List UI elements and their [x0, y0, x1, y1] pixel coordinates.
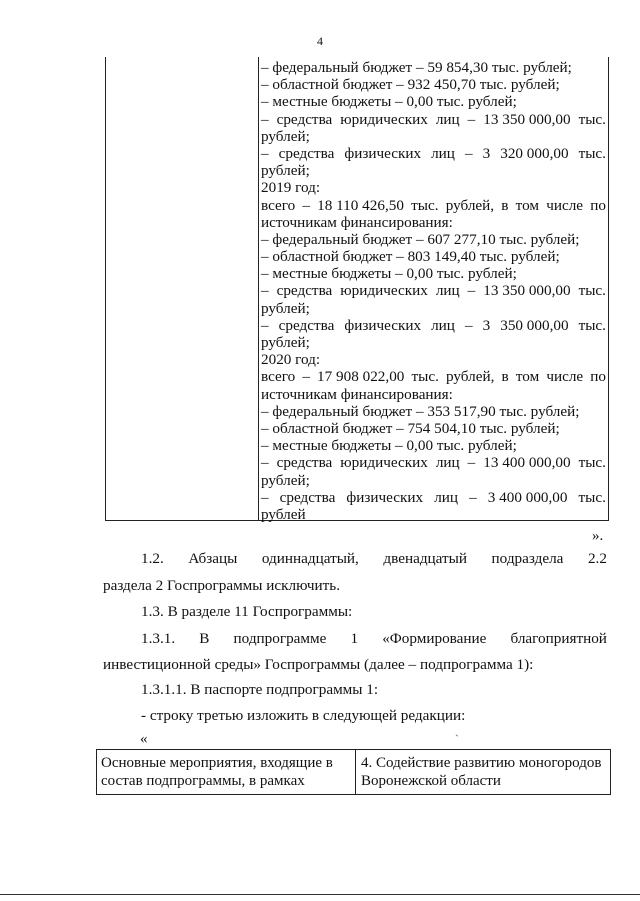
financing-line-word: лиц	[435, 282, 460, 300]
instruction-line: - строку третью изложить в следующей редакции:	[141, 707, 466, 724]
financing-line-word: 350 000,00	[500, 316, 569, 334]
paragraph-1-2-line-2: раздела 2 Госпрограммы исключить.	[103, 577, 341, 594]
financing-line	[261, 317, 606, 334]
financing-line-word: –	[261, 488, 269, 506]
financing-line: – федеральный бюджет – 59 854,30 тыс. рублей;	[261, 59, 572, 76]
financing-line-word: тыс.	[411, 368, 439, 386]
financing-line-word: тыс.	[411, 196, 439, 214]
financing-line-word: –	[469, 488, 477, 506]
bottom-rule	[0, 894, 640, 895]
financing-line-word: тыс.	[578, 282, 606, 300]
financing-line-word: тыс.	[578, 110, 606, 128]
financing-line	[261, 111, 606, 128]
financing-line-word: тыс.	[578, 316, 606, 334]
financing-line-word: 13 350 000,00	[483, 282, 571, 300]
financing-line: – областной бюджет – 932 450,70 тыс. рублей;	[261, 76, 560, 94]
right-cell-line-2: Воронежской области	[361, 773, 501, 789]
financing-line-word: –	[302, 196, 310, 214]
financing-line: – областной бюджет – 754 504,10 тыс. рублей;	[261, 419, 560, 437]
financing-line-word: –	[467, 454, 476, 472]
financing-table-left-cell	[106, 57, 259, 520]
financing-line-word: рублей,	[445, 196, 495, 214]
financing-line: – местные бюджеты – 0,00 тыс. рублей;	[261, 93, 517, 111]
financing-line-word: средства	[279, 488, 336, 506]
left-cell-line-1: Основные мероприятия, входящие в	[101, 755, 333, 771]
financing-line-word: 17 908 022,00	[317, 368, 405, 386]
financing-line-word: средства	[276, 282, 333, 300]
financing-line-word: 13 350 000,00	[483, 110, 571, 128]
financing-line: – местные бюджеты – 0,00 тыс. рублей;	[261, 437, 517, 455]
financing-line-word: тыс.	[578, 488, 606, 506]
paragraph-word: 2.2	[587, 550, 607, 567]
financing-line-word: 3	[482, 316, 491, 334]
financing-line-word: тыс.	[578, 454, 606, 472]
financing-line-word: средства	[278, 316, 335, 334]
paragraph-1-3-1-1: 1.3.1.1. В паспорте подпрограммы 1:	[141, 681, 379, 698]
financing-line-word: рублей,	[446, 368, 495, 386]
financing-line-word: в	[501, 196, 509, 214]
financing-line-word: всего	[261, 196, 296, 214]
financing-line-word: лиц	[434, 488, 459, 506]
financing-line-word: физических	[344, 316, 422, 334]
financing-line-word: –	[464, 316, 473, 334]
financing-line-word: всего	[261, 368, 296, 386]
financing-line-word: том	[515, 368, 540, 386]
financing-line: 2020 год:	[261, 351, 321, 369]
financing-line: – федеральный бюджет – 607 277,10 тыс. рублей;	[261, 230, 580, 248]
financing-table-right-cell	[261, 59, 606, 523]
financing-line: – федеральный бюджет – 353 517,90 тыс. рублей;	[261, 402, 580, 420]
financing-line-word: тыс.	[578, 144, 606, 162]
financing-line-word: –	[467, 110, 476, 128]
financing-line: рублей;	[261, 334, 310, 351]
financing-line: – местные бюджеты – 0,00 тыс. рублей;	[261, 265, 517, 283]
financing-line	[261, 282, 606, 299]
financing-line	[261, 489, 606, 506]
financing-line-word: том	[515, 196, 539, 214]
financing-line-word: 18 110 426,50	[317, 196, 404, 214]
financing-table	[105, 57, 609, 521]
paragraph-word: благоприятной	[510, 630, 607, 647]
financing-line-word: числе	[546, 196, 584, 214]
financing-line-word: средства	[276, 454, 333, 472]
financing-line-word: по	[590, 368, 606, 386]
financing-line: рублей;	[261, 471, 310, 489]
paragraph-word: одиннадцатый,	[261, 550, 359, 567]
tick-mark: `	[455, 732, 459, 746]
left-cell-line-2: состав подпрограммы, в рамках	[101, 773, 305, 789]
financing-line-word: физических	[346, 488, 424, 506]
financing-line: рублей;	[261, 162, 310, 180]
closing-quote: ».	[592, 528, 604, 544]
financing-line: рублей;	[261, 299, 310, 317]
paragraph-1-3-1-line-1	[141, 630, 607, 648]
subprogram-table	[96, 749, 611, 795]
paragraph-word: двенадцатый	[383, 550, 467, 567]
financing-line-word: юридических	[340, 110, 428, 128]
financing-line-word: средства	[276, 110, 333, 128]
financing-line-word: числе	[546, 368, 584, 386]
paragraph-word: 1	[350, 630, 359, 647]
financing-line-word: 320 000,00	[500, 144, 569, 162]
financing-line: 2019 год:	[261, 179, 321, 197]
financing-line-word: –	[302, 368, 310, 386]
paragraph-1-3-1-line-2: инвестиционной среды» Госпрограммы (далее – подпрограмма 1):	[103, 656, 534, 673]
column-divider	[355, 750, 356, 794]
financing-line: источникам финансирования:	[261, 213, 453, 231]
financing-line-word: юридических	[340, 454, 428, 472]
financing-line-word: –	[261, 282, 269, 300]
financing-line-word: 3 400 000,00	[487, 488, 568, 506]
financing-line	[261, 454, 606, 471]
financing-line-word: –	[261, 110, 269, 128]
financing-line: источникам финансирования:	[261, 385, 453, 403]
page-number: 4	[317, 34, 323, 48]
paragraph-word: подраздела	[491, 550, 564, 567]
paragraph-1-3: 1.3. В разделе 11 Госпрограммы:	[141, 603, 353, 620]
financing-line-word: лиц	[435, 454, 460, 472]
financing-line-word: физических	[344, 144, 422, 162]
paragraph-word: 1.3.1.	[141, 630, 176, 647]
financing-line-word: в	[501, 368, 509, 386]
financing-line-word: –	[261, 454, 269, 472]
financing-line: рублей;	[261, 127, 310, 145]
financing-line-word: лиц	[431, 144, 455, 162]
paragraph-word: В	[199, 630, 210, 647]
paragraph-word: «Формирование	[382, 630, 487, 647]
financing-line-word: средства	[278, 144, 335, 162]
financing-line	[261, 197, 606, 214]
paragraph-word: 1.2.	[141, 550, 164, 567]
financing-line-word: –	[261, 316, 269, 334]
subprogram-table-right-cell	[361, 754, 609, 790]
financing-line-word: лиц	[431, 316, 455, 334]
financing-line-word: –	[464, 144, 473, 162]
financing-line-word: 13 400 000,00	[483, 454, 571, 472]
financing-line-word: 3	[482, 144, 491, 162]
subprogram-table-left-cell	[101, 754, 351, 790]
right-cell-line-1: 4. Содействие развитию моногородов	[361, 755, 602, 771]
financing-line-word: лиц	[435, 110, 460, 128]
financing-line: – областной бюджет – 803 149,40 тыс. рублей;	[261, 248, 560, 266]
opening-quote: «	[140, 731, 148, 747]
paragraph-1-2-line-1	[141, 550, 607, 568]
financing-line-word: юридических	[340, 282, 428, 300]
financing-line-word: –	[467, 282, 476, 300]
financing-line	[261, 368, 606, 385]
paragraph-word: Абзацы	[188, 550, 238, 567]
financing-line: рублей	[261, 505, 306, 523]
financing-line-word: –	[261, 144, 269, 162]
paragraph-word: подпрограмме	[233, 630, 327, 647]
financing-line-word: по	[590, 196, 606, 214]
financing-line	[261, 145, 606, 162]
